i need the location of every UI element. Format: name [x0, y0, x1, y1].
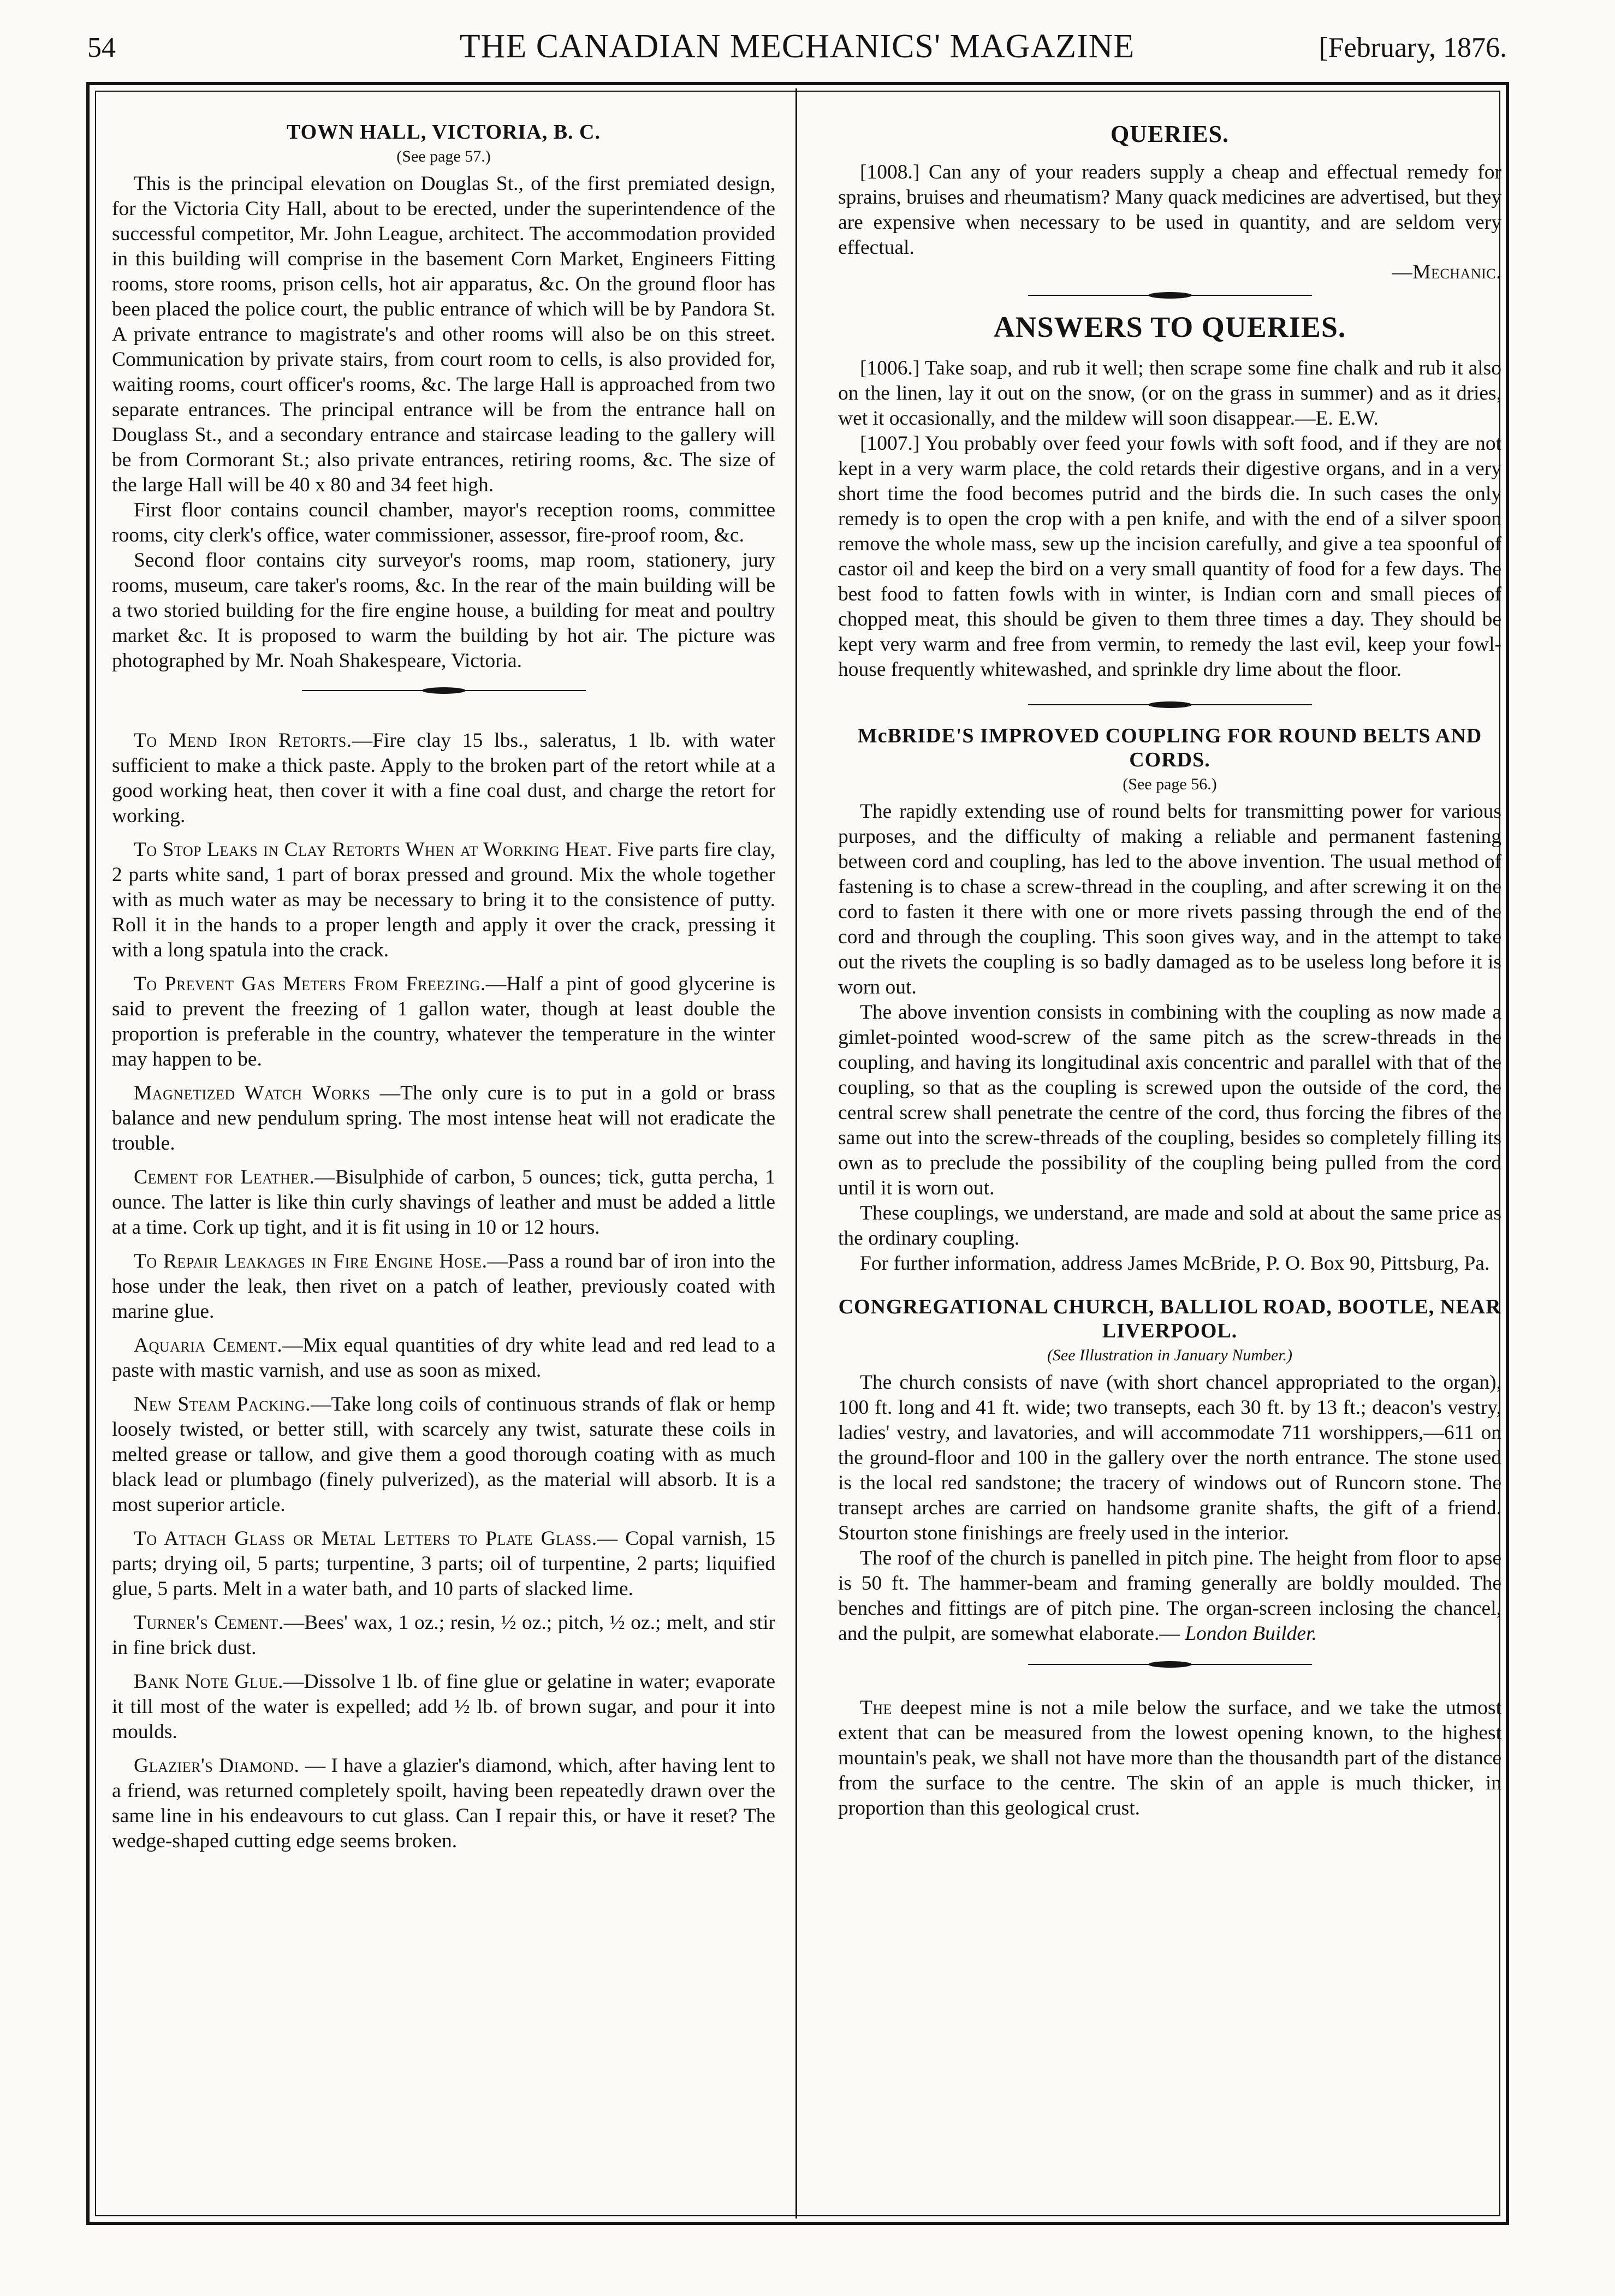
- town-hall-note: (See page 57.): [396, 147, 491, 165]
- answer-1007: [1007.] You probably over feed your fowls with soft food, and if they are not kept in a very warm place, the cold retards their digestive organs, and in a very short time the food becomes putrid and the birds die. In such cases the only remedy is to open the crop with a pen knife, and with the end of a silver spoon remove the whole mass, sew up the incision carefully, and give a tea spoonful of castor oil and keep the bird on a very small quantity of food for a few days. The best food to fatten fowls with in winter, is Indian corn and small pieces of chopped meat, this should be given to them three times a day. They should be kept very warm and free from vermin, to remedy the last evil, keep your fowl-house frequently whitewashed, and sprinkle dry lime about the floor.: [838, 432, 1501, 681]
- recipe-item: [112, 1526, 775, 1602]
- town-hall-paragraph-3: Second floor contains city surveyor's rooms, map room, stationery, jury rooms, museum, care taker's rooms, &c. In the rear of the main building will be a two storied building for the fire engine house, a building for meat and poultry market &c. It is proposed to warm the building by hot air. The picture was photographed by Mr. Noah Shakespeare, Victoria.: [112, 549, 775, 672]
- recipe-item: [112, 1753, 775, 1854]
- magazine-title: THE CANADIAN MECHANICS' MAGAZINE: [459, 28, 1135, 65]
- recipe-title: Glazier's Diamond.: [134, 1754, 300, 1777]
- running-head: [87, 24, 1507, 84]
- recipe-text: —Take long coils of continuous strands of flak or hemp loosely twisted, or better still, with scarcely any twist, saturate these coils in melted grease or tallow, and give them a good thorough coating with as much black lead or plumbago (finely pulverized), as the material will absorb. It is a most superior article.: [112, 1393, 775, 1516]
- recipe-text: —Mix equal quantities of dry white lead and red lead to a paste with mastic varnish, and use as soon as mixed.: [112, 1334, 775, 1382]
- mcbride-paragraph-2: The above invention consists in combining with the coupling as now made a gimlet-pointed wood-screw of the same pitch as the screw-threads in the coupling, and having its longitudinal axis concentric and parallel with that of the coupling, so that as the coupling is screwed upon the outside of the cord, the central screw shall penetrate the centre of the cord, thus forcing the fibres of the same out into the screw-threads of the coupling, besides so completely filling its own as to preclude the possibility of the coupling being pulled from the cord until it is worn out.: [838, 1001, 1501, 1199]
- recipe-item: [112, 1333, 775, 1383]
- mcbride-paragraph-1: The rapidly extending use of round belts for transmitting power for various purposes, and the difficulty of making a reliable and permanent fastening between cord and coupling, has led to the above invention. The usual method of fastening is to chase a screw-thread in the coupling, and after screwing it on the cord to fasten it there with one or more rivets passing through the end of the cord and through the coupling. This soon gives way, and in the attempt to take out the rivets the coupling is so badly damaged as to be useless long before it is worn out.: [838, 800, 1501, 998]
- mine-text: deepest mine is not a mile below the surface, and we take the utmost extent that can be measured from the lowest opening known, to the highest mountain's peak, we shall not have more than the thousandth part of the distance from the surface to the centre. The skin of an apple is much thicker, in proportion than this geological crust.: [838, 1697, 1501, 1819]
- recipe-text: —Pass a round bar of iron into the hose under the leak, then rivet on a patch of leather, previously coated with marine glue.: [112, 1250, 776, 1323]
- recipe-title: To Repair Leakages in Fire Engine Hose.: [134, 1250, 488, 1272]
- town-hall-paragraph-2: First floor contains council chamber, mayor's reception rooms, committee rooms, city clerk's office, water commissioner, assessor, fire-proof room, &c.: [112, 499, 775, 546]
- recipe-title: Bank Note Glue.: [134, 1670, 283, 1693]
- recipe-item: [112, 1610, 775, 1661]
- church-note: (See Illustration in January Number.): [1047, 1346, 1293, 1364]
- section-ornament: [1028, 290, 1312, 300]
- page-number: 54: [87, 32, 116, 63]
- query-signature: —Mechanic.: [1392, 261, 1501, 283]
- recipe-title: To Attach Glass or Metal Letters to Plate Glass.: [134, 1527, 597, 1550]
- church-source: London Builder.: [1185, 1622, 1317, 1645]
- recipe-item: [112, 1081, 775, 1156]
- recipe-item: [112, 728, 775, 829]
- recipe-title: To Mend Iron Retorts.: [134, 729, 352, 752]
- recipe-item: [112, 837, 775, 963]
- recipe-list: [112, 728, 775, 1854]
- recipe-item: [112, 1165, 775, 1240]
- recipe-title: Magnetized Watch Works: [134, 1082, 371, 1104]
- query-1008: [1008.] Can any of your readers supply a cheap and effectual remedy for sprains, bruises and rheumatism? Many quack medicines are advertised, but they are expensive when necessary to be used in quantity, and are seldom very effectual.: [838, 161, 1501, 259]
- recipe-title: Cement for Leather.: [134, 1166, 315, 1188]
- recipe-text: — I have a glazier's diamond, which, after having lent to a friend, was returned completely spoilt, having been repeatedly drawn over the same line in his endeavours to cut glass. Can I repair this, or have it reset? The wedge-shaped cutting edge seems broken.: [112, 1754, 775, 1852]
- answers-heading: ANSWERS TO QUERIES.: [993, 311, 1346, 343]
- mcbride-note: (See page 56.): [1123, 775, 1217, 793]
- recipe-text: —Fire clay 15 lbs., saleratus, 1 lb. with water sufficient to make a thick paste. Apply to the broken part of the retort while at a good working heat, then cover it with a fine coal dust, and charge the retort for working.: [112, 729, 775, 827]
- section-ornament: [1028, 1659, 1312, 1669]
- queries-heading: QUERIES.: [1110, 121, 1230, 147]
- church-paragraph-2: The roof of the church is panelled in pitch pine. The height from floor to apse is 50 ft. The hammer-beam and framing generally are boldly moulded. The benches and fittings are of pitch pine. The organ-screen inclosing the chancel, and the pulpit, are somewhat elaborate.— London Builder.: [838, 1547, 1501, 1645]
- mine-lead: The: [860, 1697, 893, 1719]
- mcbride-title: McBRIDE'S IMPROVED COUPLING FOR ROUND BELTS AND CORDS.: [857, 724, 1482, 771]
- recipe-text: —The only cure is to put in a gold or brass balance and new pendulum spring. The most intense heat will not eradicate the trouble.: [112, 1082, 775, 1155]
- right-column: [838, 120, 1501, 1821]
- section-ornament: [302, 686, 586, 695]
- issue-date: [February, 1876.: [1319, 32, 1507, 63]
- recipe-text: Five parts fire clay, 2 parts white sand, 1 part of borax pressed and ground. Mix the whole together with as much water as may be necessary to bring it to the consistence of putty. Roll it in the hands to a proper length and apply it over the crack, pressing it with a long spatula into the crack.: [112, 838, 776, 961]
- recipe-text: —Half a pint of good glycerine is said to prevent the freezing of 1 gallon water, though at least double the proportion is preferable in the country, whatever the temperature in the winter may happen to be.: [112, 973, 775, 1070]
- recipe-text: —Dissolve 1 lb. of fine glue or gelatine in water; evaporate it till most of the water is expelled; add ½ lb. of brown sugar, and pour it into moulds.: [112, 1670, 775, 1743]
- town-hall-title: TOWN HALL, VICTORIA, B. C.: [286, 121, 601, 144]
- mcbride-paragraph-3: These couplings, we understand, are made and sold at about the same price as the ordinary coupling.: [838, 1202, 1501, 1250]
- church-paragraph-1: The church consists of nave (with short chancel appropriated to the organ), 100 ft. long and 41 ft. wide; two transepts, each 30 ft. by 13 ft.; deacon's vestry, ladies' vestry, and lavatories, and will accommodate 711 worshippers,—611 on the ground-floor and 100 in the gallery over the north entrance. The stone used is the local red sandstone; the tracery of windows out of Runcorn stone. The transept arches are carried on handsome granite shafts, the gift of a friend. Stourton stone finishings are freely used in the interior.: [838, 1371, 1501, 1544]
- recipe-text: —Bisulphide of carbon, 5 ounces; tick, gutta percha, 1 ounce. The latter is like thin curly shavings of leather and must be added a little at a time. Cork up tight, and it is fit using in 10 or 12 hours.: [112, 1166, 775, 1239]
- recipe-title: Aquaria Cement.: [134, 1334, 283, 1357]
- recipe-title: New Steam Packing.: [134, 1393, 311, 1415]
- left-column: [112, 120, 775, 1863]
- mcbride-paragraph-4: For further information, address James McBride, P. O. Box 90, Pittsburg, Pa.: [860, 1252, 1490, 1275]
- town-hall-paragraph-1: This is the principal elevation on Douglas St., of the first premiated design, for the Victoria City Hall, about to be erected, under the superintendence of the successful competitor, Mr. John League, architect. The accommodation provided in this building will comprise in the basement Corn Market, Engineers Fitting rooms, store rooms, prison cells, hot air apparatus, &c. On the ground floor has been placed the police court, the public entrance of which will be by Pandora St. A private entrance to magistrate's and other rooms will also be on this street. Communication by private stairs, from court room to cells, is also provided for, waiting rooms, court officer's rooms, &c. The large Hall is approached from two separate entrances. The principal entrance will be from the entrance hall on Douglass St., and a secondary entrance and staircase leading to the gallery will be from Cormorant St.; also private entrances, retiring rooms, &c. The size of the large Hall will be 40 x 80 and 34 feet high.: [112, 173, 775, 496]
- recipe-text: — Copal varnish, 15 parts; drying oil, 5 parts; turpentine, 3 parts; oil of turpentine, 2 parts; liquified glue, 5 parts. Melt in a water bath, and 10 parts of slacked lime.: [112, 1527, 775, 1600]
- recipe-item: [112, 1669, 775, 1745]
- recipe-item: [112, 1249, 775, 1324]
- answer-1006: [1006.] Take soap, and rub it well; then scrape some fine chalk and rub it also on the linen, lay it out on the snow, (or on the grass in summer) and as it dries, wet it occasionally, and the mildew will soon disappear.—E. E.W.: [838, 357, 1501, 430]
- recipe-text: —Bees' wax, 1 oz.; resin, ½ oz.; pitch, ½ oz.; melt, and stir in fine brick dust.: [112, 1611, 776, 1659]
- recipe-item: [112, 1392, 775, 1518]
- church-title: CONGREGATIONAL CHURCH, BALLIOL ROAD, BOOTLE, NEAR LIVERPOOL.: [838, 1295, 1501, 1342]
- section-ornament: [1028, 700, 1312, 710]
- mine-paragraph: [838, 1696, 1501, 1821]
- recipe-title: Turner's Cement.: [134, 1611, 284, 1634]
- church-paragraph-2-text: The roof of the church is panelled in pitch pine. The height from floor to apse is 50 ft. The hammer-beam and framing generally are boldly moulded. The benches and fittings are of pitch pine. The organ-screen inclosing the chancel, and the pulpit, are somewhat elaborate.: [838, 1547, 1501, 1645]
- recipe-title: To Prevent Gas Meters From Freezing.: [134, 973, 486, 995]
- recipe-item: [112, 972, 775, 1072]
- column-divider: [795, 88, 797, 2218]
- recipe-title: To Stop Leaks in Clay Retorts When at Working Heat.: [134, 838, 613, 861]
